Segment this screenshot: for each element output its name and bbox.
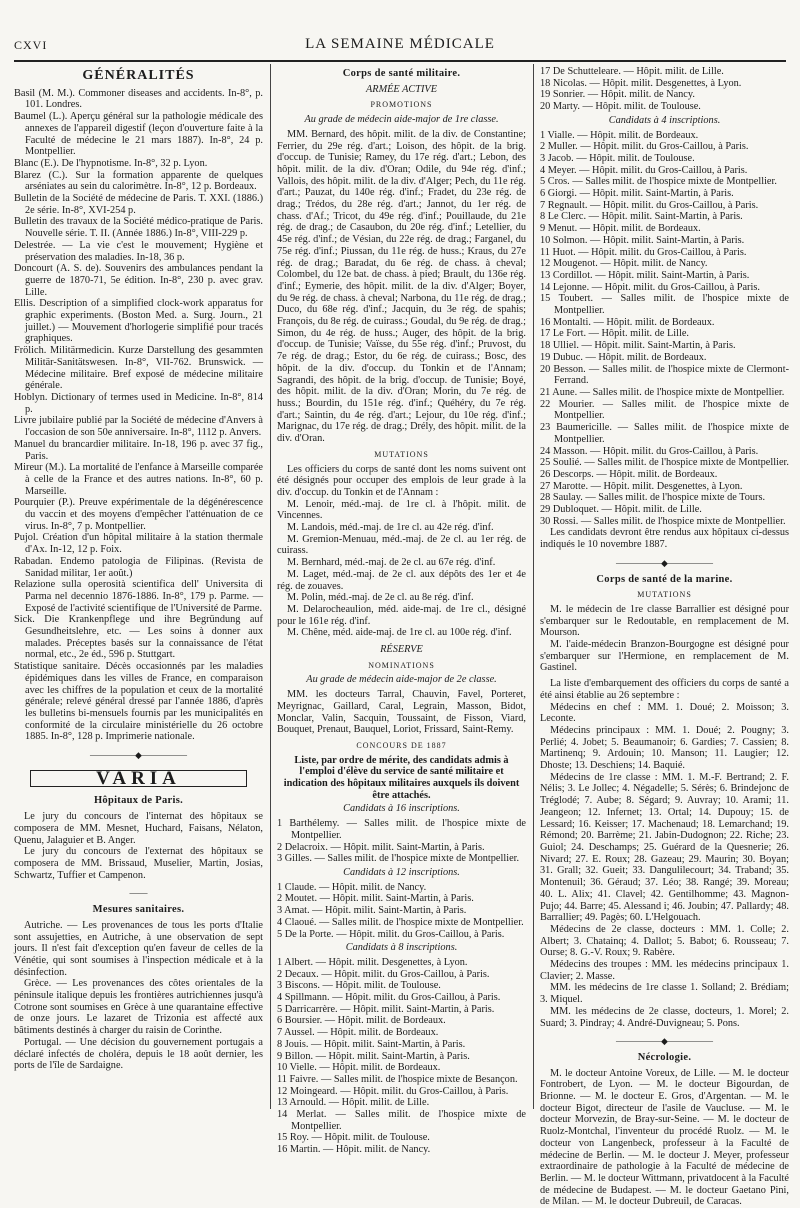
candidate-entry: 7 Regnault. — Hôpit. milit. du Gros-Caillou, à Paris.	[540, 199, 759, 211]
grade-line: Au grade de médecin aide-major de 2e classe.	[306, 674, 497, 686]
candidate-entry: 1 Albert. — Hôpit. milit. Desgenettes, à Lyon.	[277, 956, 468, 968]
candidate-entry: 9 Billon. — Hôpit. milit. Saint-Martin, à Paris.	[277, 1050, 470, 1062]
candidate-entry: 14 Merlat. — Salles milit. de l'hospice mixte de Montpellier.	[277, 1109, 526, 1132]
heading-corps-militaire: Corps de santé militaire.	[342, 68, 461, 79]
bibliography-entry: Doncourt (A. S. de). Souvenirs des ambulances pendant la guerre de 1870-71, 5e édition. In-8°, 230 p. avec grav. Lille.	[14, 263, 263, 298]
candidate-entry: 26 Descorps. — Hôpit. milit. de Bordeaux.	[540, 468, 718, 480]
paragraph: MM. les docteurs Tarral, Chauvin, Favel, Porteret, Meyrignac, Gaillard, Caral, Legrain, Masson, Bidot, Monclar, Valin, Sacquin, Toussaint, de Fisson, Viard, Bouquet, Prenaut, Bauquel, Loriot, Frissard, Saint-Remy.	[277, 689, 526, 736]
bibliography-entry: Baumel (L.). Aperçu général sur la pathologie médicale des annexes de l'appareil digestif (leçon d'ouverture faite à la Faculté de médecine le 21 mars 1887). In-8°, 24 p. Montpellier.	[14, 111, 263, 158]
candidate-entry: 19 Dubuc. — Hôpit. milit. de Bordeaux.	[540, 351, 707, 363]
candidate-entry: 3 Jacob. — Hôpit. milit. de Toulouse.	[540, 152, 695, 164]
candidate-entry: 13 Cordillot. — Hôpit. milit. Saint-Martin, à Paris.	[540, 269, 750, 281]
right-column	[540, 66, 789, 1208]
candidate-entry: 1 Vialle. — Hôpit. milit. de Bordeaux.	[540, 129, 699, 141]
subheading-nominations: NOMINATIONS	[368, 660, 435, 670]
heading-marine: Corps de santé de la marine.	[596, 573, 733, 585]
candidate-entry: 19 Sonrier. — Hôpit. milit. de Nancy.	[540, 89, 695, 101]
candidate-entry: 9 Menut. — Hôpit. milit. de Bordeaux.	[540, 223, 701, 235]
candidate-entry: 15 Roy. — Hôpit. milit. de Toulouse.	[277, 1132, 430, 1144]
paragraph: Portugal. — Une décision du gouvernement portugais a déclaré infectés de choléra, depuis le 18 août dernier, les ports de l'île de Sardaigne.	[14, 1036, 263, 1072]
left-column	[14, 66, 263, 1111]
paragraph: MM. les médecins de 1re classe 1. Solland; 2. Brédiam; 3. Miquel.	[540, 982, 789, 1006]
candidate-entry: 12 Moingeard. — Hôpit. milit. du Gros-Caillou, à Paris.	[277, 1085, 509, 1097]
candidate-entry: 22 Mourier. — Salles milit. de l'hospice mixte de Montpellier.	[540, 398, 789, 422]
candidate-list	[277, 957, 526, 1156]
ornament-separator: —————◆—————	[616, 557, 713, 568]
paragraph: M. le docteur Antoine Voreux, de Lille. — M. le docteur Fontrobert, de Lyon. — M. le docteur Bigourdan, de Brionne. — M. le docteur E. Gros, d'Argentan. — M. le docteur Bigot, directeur de l'asile de Vaucluse. — M. le docteur Morvezin, de Bray-sur-Seine. — M. le docteur de Ruolz-Montchal, l'inventeur du procédé Ruolz. — M. le docteur von Langenbeck, professeur à la Faculté de médecine de Berlin. — M. le docteur J. Meyer, professeur extraordinaire de pathologie à la Faculté de médecine de Berlin. — M. le docteur Wittmann, privatdocent à la Faculté de médecine de Budapest. — M. le docteur Gaetano Pini, de Milan. — M. le docteur Dubreuil, de Caracas.	[540, 1067, 789, 1208]
header-rule	[14, 60, 786, 62]
paragraph: Médecins des troupes : MM. les médecins principaux 1. Clavier; 2. Masse.	[540, 959, 789, 982]
candidate-entry: 4 Claoué. — Salles milit. de l'hospice mixte de Montpellier.	[277, 916, 524, 928]
candidate-entry: 1 Claude. — Hôpit. milit. de Nancy.	[277, 881, 427, 893]
paragraph: Médecins en chef : MM. 1. Doué; 2. Moisson; 3. Leconte.	[540, 701, 789, 725]
candidate-entry: 29 Dubloquet. — Hôpit. milit. de Lille.	[540, 504, 702, 516]
mutation-entry: M. Lenoir, méd.-maj. de 1re cl. à l'hôpit. milit. de Vincennes.	[277, 498, 526, 522]
heading-mesures: Mesures sanitaires.	[92, 904, 185, 916]
subheading-reserve: RÉSERVE	[380, 644, 423, 656]
paragraph: Les officiers du corps de santé dont les noms suivent ont été désignés pour occuper des emplois de leur grade à la div. d'occup. du Tonkin et de l'Annam :	[277, 463, 526, 498]
bibliography-entry: Statistique sanitaire. Décès occasionnés par les maladies épidémiques dans les villes de France, en comparaison avec les chiffres de la population et ceux de la mortalité générale; relevé général dressé par l'année 1886, d'après les bulletins bi-mensuels fournis par les municipalités en conformité de la circulaire ministérielle du 26 octobre 1885. In-8°, 128 p. Imprimerie nationale.	[14, 661, 263, 743]
candidate-entry: 23 Baumericille. — Salles milit. de l'hospice mixte de Montpellier.	[540, 422, 789, 445]
grade-line: Au grade de médecin aide-major de 1re classe.	[304, 114, 499, 126]
candidate-entry: 2 Muller. — Hôpit. milit. du Gros-Caillou, à Paris.	[540, 141, 749, 153]
candidate-entry: 10 Vielle. — Hôpit. milit. de Bordeaux.	[277, 1062, 441, 1074]
bibliography-entry: Hoblyn. Dictionary of termes used in Medicine. In-8°, 814 p.	[14, 391, 263, 415]
candidate-entry: 20 Marty. — Hôpit. milit. de Toulouse.	[540, 101, 701, 113]
bibliography-entry: Rabadan. Endemo patologia de Filipinas. (Revista de Sanidad militar, 1er août.)	[14, 555, 263, 579]
mutation-entry: M. Bernhard, méd.-maj. de 2e cl. au 67e rég. d'inf.	[287, 557, 496, 569]
column-divider	[270, 64, 271, 1109]
candidate-entry: 18 Nicolas. — Hôpit. milit. Desgenettes, à Lyon.	[540, 77, 742, 89]
candidate-entry: 6 Boursier. — Hôpit. milit. de Bordeaux.	[277, 1015, 446, 1027]
bibliography-entry: Bulletin de la Société de médecine de Paris. T. XXI. (1886.) 2e série. In-8°, XVI-254 p.	[14, 193, 263, 216]
bibliography-entry: Pourquier (P.). Preuve expérimentale de la dégénérescence du vaccin et des moyens d'empêcher l'atténuation de ce virus. In-8°, 7 p. Montpellier.	[14, 497, 263, 532]
candidate-list	[277, 882, 526, 941]
candidate-entry: 2 Moutet. — Hôpit. milit. Saint-Martin, à Paris.	[277, 893, 474, 905]
bibliography-entry: Pujol. Création d'un hôpital militaire à la station thermale d'Ax. In-12, 12 p. Foix.	[14, 532, 263, 556]
paragraph: Médecins de 1re classe : MM. 1. M.-F. Bertrand; 2. F. Nélis; 3. Le Jollec; 4. Négadelle; 5. Sérès; 6. Brindejonc de Tréglodé; 7. Aube; 8. Ségard; 9. Auvray; 10. Arami; 11. Jeangeon; 12. Infernet; 13. Ortal; 14. Dupouy; 15. de Lessard; 16. Keisser; 17. Machenaud; 18. Lemarchand; 19. Rémond; 20. Barrème; 21. Jabin-Dudognon; 22. Riche; 23. Guiol; 24. Deschamps; 25. Guérard de la Quesnerie; 26. Nivard; 27. E. Roux; 28. Gazeau; 29. Maurin; 30. Boyan; 31. Grall; 32. Gueit; 33. Dangulilecourt; 34. Traband; 35. Montenuil; 36. Géraud; 37. Léo; 38. Rangé; 39. Moreau; 40. L. Alix; 41. Clavel; 42. Gentilhomme; 43. Magnon-Pujo; 44. Barre; 45. Alessand i; 46. Joubin; 47. Pallardy; 48. Barrallier; 49. Pagès; 60. L'Helgouach.	[540, 771, 789, 924]
paragraph: Médecins principaux : MM. 1. Doué; 2. Pougny; 3. Perlié; 4. Jobet; 5. Beaumanoir; 6. Gardies; 7. Cassien; 8. Martinenq; 9. Ardouin; 10. Manson; 11. Laugier; 12. Dhoste; 13. Deschiens; 14. Baquié.	[540, 724, 789, 772]
paragraph: Le jury du concours de l'internat des hôpitaux se composera de MM. Mesnet, Huchard, Faisans, Nélaton, Quenu, Jalaguier et B. Anger.	[14, 811, 263, 846]
bibliography-entry: Mireur (M.). La mortalité de l'enfance à Marseille comparée à celle de la France et des autres nations. In-8°, 60 p. Marseille.	[14, 462, 263, 497]
paragraph: MM. Bernard, des hôpit. milit. de la div. de Constantine; Ferrier, du 29e rég. d'art.; Loison, des hôpit. de la brig. d'occup. de Tunisie; Ramey, du 17e rég. d'art.; Lebon, des hôpit. milit. de la div. d'Oran; Odile, du 94e rég. d'inf.; Vallois, des hôpit. milit. de la div. d'Alger; Pech, du 11e rég. d'art.; Pauzat, du 140e rég. d'inf.; Fradet, du 23e rég. de drag.; Trédos, du 28e rég. d'art.; Jannot, du 1er rég. de chass. d'Af.; Tricot, du 49e rég. d'inf.; Pouillaude, du 21e rég. de drag.; de Casaubon, du 20e rég. d'inf.; Letellier, du 45e rég. d'inf.; de Vésian, du 22e rég. de drag.; Farganel, du 75e rég. d'inf.; Piussan, du 11e rég. de huss.; Kraus, du 27e rég. de drag.; Baradat, du 6e rég. de chass. à cheval; Colombel, du 12e bat. de chass. à pied; Brault, du 136e rég. d'inf.; Eymerie, des hôpit. milit. de la div. d'Alger; Boyer, du 9e rég. de chass. à cheval; Narbona, du 11e rég. de drag.; Duco, du 68e rég. d'inf.; Jacquin, du 3e rég. de spahis; François, du 8e rég. de cuirass.; Goudal, du 9e rég. de drag.; Simon, du 4e rég. de huss.; Auger, des hôpit. de la brig. d'occup. de Tunisie; Vaïsse, du 55e rég. d'inf.; Pruvost, du 7e rég. de drag.; Estor, du 6e rég. de cuirass.; Bosc, des hôpit. de la div. d'occup. du Tonkin et de l'Annam; Sagrandi, des hôpit. de la brig. d'occup. de Tunisie; Boyé, des hôpit. milit. de la div. d'Oran; Morin, du 7e rég. de huss.; Bourdin, du 151e rég. d'inf.; Quéhéry, du 7e rég. d'art.; Saintin, du 4e rég. d'art.; Lejour, du 10e rég. d'inf.; Marignac, du 17e rég. de drag.; Drély, des hôpit. milit. de la div. d'Oran.	[277, 128, 526, 445]
bibliography-entry: Basil (M. M.). Commoner diseases and accidents. In-8°, p. 101. Londres.	[14, 87, 263, 111]
subheading-armee-active: ARMÉE ACTIVE	[365, 83, 438, 95]
candidate-entry: 11 Faivre. — Salles milit. de l'hospice mixte de Besançon.	[277, 1073, 518, 1085]
bibliography-entry: Blarez (C.). Sur la formation apparente de quelques arséniates au sein du calorimètre. In-8°, 12 p. Bordeaux.	[14, 169, 263, 193]
mutation-entry: M. Chêne, méd. aide-maj. de 1re cl. au 100e rég. d'inf.	[287, 627, 512, 639]
paragraph: Le jury du concours de l'externat des hôpitaux se composera de MM. Brissaud, Muselier, Martin, Josias, Schwartz, Tuffier et Campenon.	[14, 846, 263, 881]
bibliography-entry: Bulletin des travaux de la Société médico-pratique de Paris. Nouvelle série. T. II. (Année 1886.) In-8°, VIII-229 p.	[14, 216, 263, 240]
journal-title: LA SEMAINE MÉDICALE	[305, 36, 495, 52]
paragraph: La liste d'embarquement des officiers du corps de santé a été ainsi établie au 26 septembre :	[540, 678, 789, 701]
candidate-entry: 24 Masson. — Hôpit. milit. du Gros-Caillou, à Paris.	[540, 445, 759, 457]
candidate-list	[540, 130, 789, 528]
paragraph: M. l'aide-médecin Branzon-Bourgogne est désigné pour s'embarquer sur l'Hermione, en remplacement de M. Gastinel.	[540, 639, 789, 674]
candidate-entry: 14 Lejonne. — Hôpit. milit. du Gros-Caillou, à Paris.	[540, 281, 760, 293]
mutation-entry: M. Polin, méd.-maj. de 2e cl. au 8e rég. d'inf.	[287, 592, 474, 604]
candidate-entry: 6 Giorgi. — Hôpit. milit. Saint-Martin, à Paris.	[540, 188, 734, 200]
bibliography-list	[14, 88, 263, 743]
bibliography-entry: Sick. Die Krankenpflege und ihre Begründung auf Gesundheitslehre, etc. — Les soins à donner aux malades. Préceptes basés sur la connaissance de l'état normal, etc., 2e éd., 596 p. Stuttgart.	[14, 614, 263, 661]
candidate-list	[540, 66, 789, 113]
bibliography-entry: Relazione sulla operosità scientifica dell' Universita di Parma nel decennio 1876-1886. In-8°, 179 p. Parme. — Exposé de l'activité scientifique de l'Université de Parme.	[14, 579, 263, 614]
candidate-entry: 15 Toubert. — Salles milit. de l'hospice mixte de Montpellier.	[540, 293, 789, 317]
bibliography-entry: Frölich. Militärmedicin. Kurze Darstellung des gesammten Militär-Sanitätswesen. In-8°, VII-762. Brunswick. — Médecine militaire. Bref exposé de médecine militaire générale.	[14, 345, 263, 392]
candidate-entry: 5 Cros. — Salles milit. de l'hospice mixte de Montpellier.	[540, 176, 777, 188]
bibliography-entry: Blanc (E.). De l'hypnotisme. In-8°, 32 p. Lyon.	[14, 157, 208, 169]
candidate-entry: 3 Amat. — Hôpit. milit. Saint-Martin, à Paris.	[277, 905, 467, 917]
candidate-entry: 21 Aune. — Salles milit. de l'hospice mixte de Montpellier.	[540, 386, 785, 398]
candidate-entry: 11 Huot. — Hôpit. milit. du Gros-Caillou, à Paris.	[540, 246, 747, 258]
candidate-entry: 13 Arnould. — Hôpit. milit. de Lille.	[277, 1097, 430, 1109]
paragraph: M. le médecin de 1re classe Barrallier est désigné pour s'embarquer sur le Redoutable, en remplacement de M. Mourson.	[540, 603, 789, 639]
mutation-entry: M. Gremion-Menuau, méd.-maj. de 2e cl. au 1er rég. de cuirass.	[277, 533, 526, 557]
candidats-heading: Candidats à 8 inscriptions.	[345, 942, 458, 954]
ornament-separator: —————◆—————	[616, 1036, 713, 1047]
mutation-entry: M. Laget, méd.-maj. de 2e cl. aux dépôts des 1er et 4e rég. de zouaves.	[277, 568, 526, 592]
mutation-list	[277, 499, 526, 639]
subheading-mutations: MUTATIONS	[374, 449, 429, 459]
paragraph: Autriche. — Les provenances de tous les ports d'Italie sont assujetties, en Autriche, à une observation de sept jours. Il n'est fait d'exception qu'en faveur de celles de la Vénétie, qui sont soumises à l'inspection médicale et à la désinfection.	[14, 919, 263, 978]
candidate-entry: 5 De la Porte. — Hôpit. milit. du Gros-Caillou, à Paris.	[277, 928, 505, 940]
bibliography-entry: Delestrée. — La vie c'est le mouvement; Hygiène et préservation des maladies. In-18, 36 p.	[14, 239, 263, 263]
subheading-promotions: PROMOTIONS	[370, 100, 433, 110]
candidate-entry: 27 Marotte. — Hôpit. milit. Desgenettes, à Lyon.	[540, 480, 743, 492]
heading-necrologie: Nécrologie.	[637, 1051, 692, 1063]
page-header	[14, 38, 786, 58]
mutation-entry: M. Landois, méd.-maj. de 1re cl. au 42e rég. d'inf.	[287, 522, 494, 534]
column-divider	[533, 64, 534, 1109]
middle-column	[277, 66, 526, 1156]
candidate-entry: 8 Jouis. — Hôpit. milit. Saint-Martin, à Paris.	[277, 1038, 466, 1050]
concours-bold-text: Liste, par ordre de mérite, des candidats admis à l'emploi d'élève du service de santé militaire et indication des hôpitaux militaires auxquels ils doivent être attachés.	[283, 754, 520, 801]
candidate-entry: 5 Darricarrère. — Hôpit. milit. Saint-Martin, à Paris.	[277, 1003, 495, 1015]
candidats-heading: Candidats à 4 inscriptions.	[608, 114, 721, 126]
candidate-entry: 20 Besson. — Salles milit. de l'hospice mixte de Clermont-Ferrand.	[540, 363, 789, 387]
candidate-entry: 30 Rossi. — Salles milit. de l'hospice mixte de Montpellier.	[540, 515, 786, 527]
candidate-entry: 7 Aussel. — Hôpit. milit. de Bordeaux.	[277, 1027, 439, 1039]
bibliography-entry: Manuel du brancardier militaire. In-18, 196 p. avec 37 fig., Paris.	[14, 438, 263, 462]
candidate-entry: 2 Decaux. — Hôpit. milit. du Gros-Caillou, à Paris.	[277, 968, 490, 980]
heading-hopitaux: Hôpitaux de Paris.	[93, 795, 184, 807]
candidate-entry: 12 Mougenot. — Hôpit. milit. de Nancy.	[540, 258, 708, 270]
paragraph: Les candidats devront être rendus aux hôpitaux ci-dessus indiqués le 10 novembre 1887.	[540, 527, 789, 551]
subheading-concours: CONCOURS DE 1887	[356, 740, 447, 750]
mutation-entry: M. Delarocheaulion, méd. aide-maj. de 1re cl., désigné pour le 161e rég. d'inf.	[277, 603, 526, 627]
candidats-heading: Candidats à 16 inscriptions.	[343, 803, 460, 815]
candidate-entry: 25 Soulié. — Salles milit. de l'hospice mixte de Montpellier.	[540, 457, 789, 469]
bibliography-entry: Ellis. Description of a simplified clock-work apparatus for graphic experiments. (Boston Med. a. Surg. Journ., 21 juillet.) — Mouvement d'horlogerie simplifié pour tracés graphiques.	[14, 298, 263, 345]
candidats-heading: Candidats à 12 inscriptions.	[343, 867, 460, 878]
ornament-separator: ——	[129, 888, 148, 899]
candidate-entry: 10 Solmon. — Hôpit. milit. Saint-Martin, à Paris.	[540, 234, 745, 246]
candidate-entry: 16 Montalti. — Hôpit. milit. de Bordeaux.	[540, 316, 715, 328]
candidate-entry: 8 Le Clerc. — Hôpit. milit. Saint-Martin, à Paris.	[540, 211, 743, 223]
candidate-entry: 16 Martin. — Hôpit. milit. de Nancy.	[277, 1144, 431, 1156]
bibliography-entry: Livre jubilaire publié par la Société de médecine d'Anvers à l'occasion de son 50e anniversaire. In-8°, 1112 p. Anvers.	[14, 415, 263, 439]
candidate-entry: 3 Biscons. — Hôpit. milit. de Toulouse.	[277, 980, 441, 992]
section-title-generalites: GÉNÉRALITÉS	[82, 68, 195, 83]
candidate-entry: 28 Saulay. — Salles milit. de l'hospice mixte de Tours.	[540, 492, 766, 504]
ornament-separator: —————◆—————	[90, 750, 187, 761]
candidate-entry: 4 Meyer. — Hôpit. milit. du Gros-Caillou, à Paris.	[540, 164, 748, 176]
candidate-entry: 3 Gilles. — Salles milit. de l'hospice mixte de Montpellier.	[277, 853, 520, 865]
subheading-mutations: MUTATIONS	[637, 590, 692, 600]
paragraph: Médecins de 2e classe, docteurs : MM. 1. Colle; 2. Albert; 3. Chatainq; 4. Dallot; 5. Babot; 6. Rousseau; 7. Ourse; 8. G.-V. Roux; 9. Rabère.	[540, 923, 789, 959]
paragraph: Grèce. — Les provenances des côtes orientales de la péninsule italique depuis les frontières autrichiennes jusqu'à Cotrone sont soumises en Grèce à une quarantaine effective de onze jours. Le lazaret de Trizonia est affecté aux bâtiments destinés à charger du raisin de Corinthe.	[14, 978, 263, 1037]
candidate-entry: 2 Delacroix. — Hôpit. milit. Saint-Martin, à Paris.	[277, 841, 485, 853]
candidate-list	[277, 818, 526, 865]
candidate-entry: 4 Spillmann. — Hôpit. milit. du Gros-Caillou, à Paris.	[277, 992, 501, 1004]
page-number: CXVI	[14, 38, 48, 52]
section-title-varia: VARIA	[30, 770, 247, 788]
candidate-entry: 17 Le Fort. — Hôpit. milit. de Lille.	[540, 328, 690, 340]
candidate-entry: 18 Ulliel. — Hôpit. milit. Saint-Martin, à Paris.	[540, 340, 736, 352]
paragraph: MM. les médecins de 2e classe, docteurs, 1. Morel; 2. Suard; 3. Pindray; 4. André-Duvigneau; 5. Pons.	[540, 1005, 789, 1029]
candidate-entry: 17 De Schutteleare. — Hôpit. milit. de Lille.	[540, 66, 724, 77]
candidate-entry: 1 Barthélemy. — Salles milit. de l'hospice mixte de Montpellier.	[277, 818, 526, 841]
